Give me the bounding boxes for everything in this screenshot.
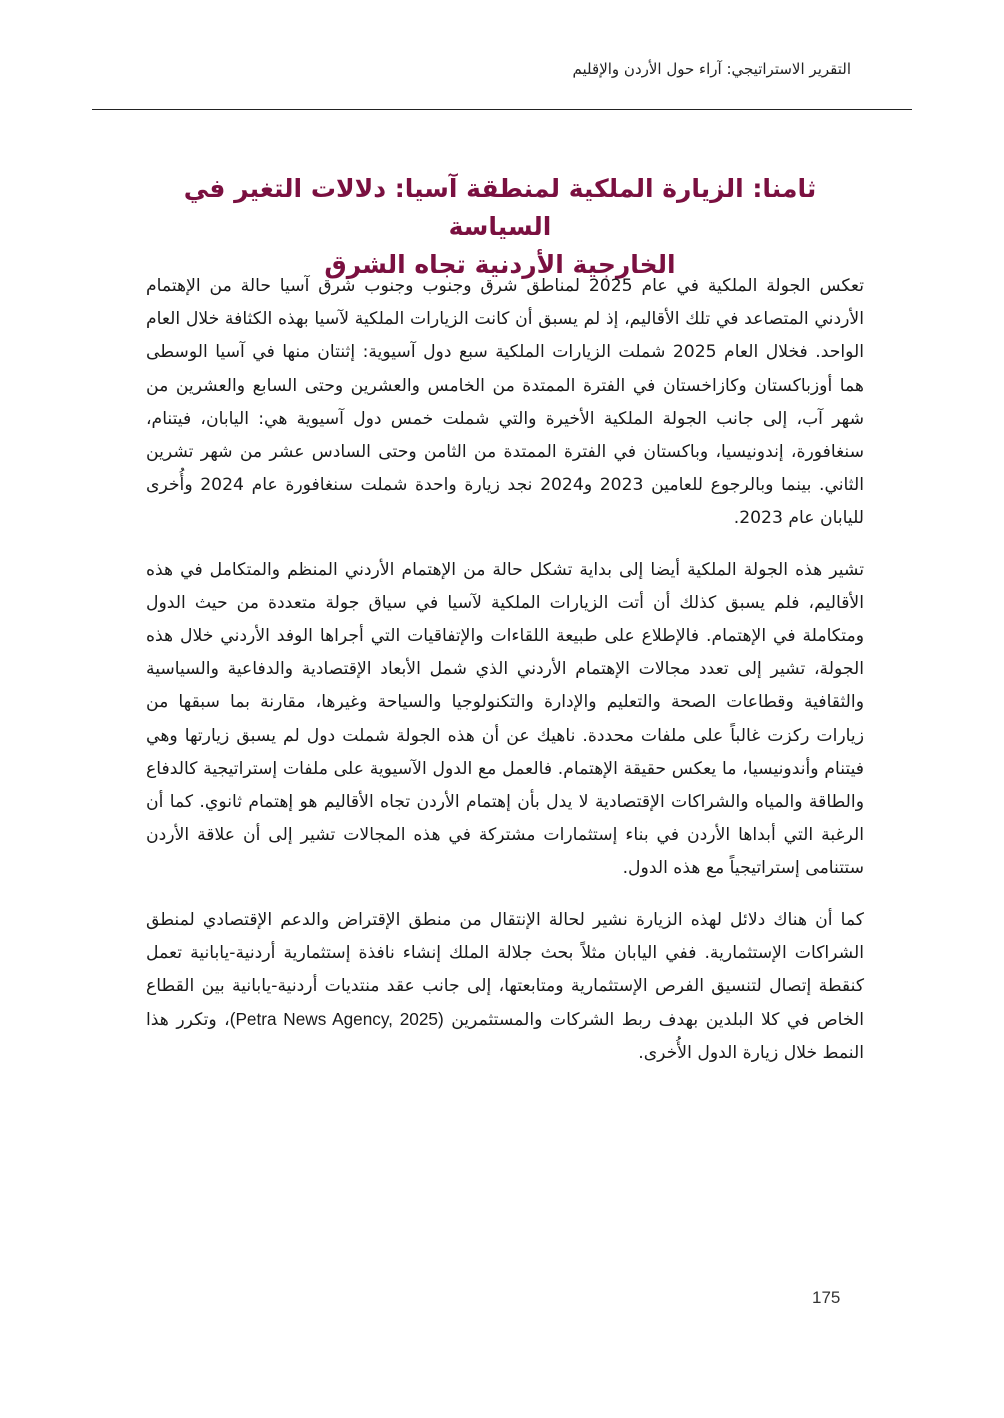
paragraph-1: تعكس الجولة الملكية في عام 2025 لمناطق شرق وجنوب وجنوب شرق آسيا حالة من الإهتمام الأردني المتصاعد في تلك الأقاليم، إذ لم يسبق أن كانت الزيارات الملكية لآسيا بهذه الكثافة خلال العام الواحد. فخلال العام 2025 شملت الزيارات الملكية سبع دول آسيوية: إثنتان منها في آسيا الوسطى هما أوزباكستان وكازاخستان في الفترة الممتدة من الخامس والعشرين وحتى السابع والعشرين من شهر آب، إلى جانب الجولة الملكية الأخيرة والتي شملت خمس دول آسيوية هي: اليابان، فيتنام، سنغافورة، إندونيسيا، وباكستان في الفترة الممتدة من الثامن وحتى السادس عشر من شهر تشرين الثاني. بينما وبالرجوع للعامين 2023 و2024 نجد زيارة واحدة شملت سنغافورة عام 2024 وأُخرى لليابان عام 2023. — [146, 276, 865, 529]
citation: (Petra News Agency, 2025) — [229, 1009, 444, 1030]
page-number: 175 — [812, 1288, 841, 1307]
section-title — [140, 170, 860, 284]
section-title-line-2: الخارجية الأردنية تجاه الشرق — [324, 250, 676, 279]
running-header: التقرير الاستراتيجي: آراء حول الأردن والإقليم — [572, 60, 851, 78]
paragraph-3 — [146, 904, 864, 1071]
body-text — [146, 270, 864, 1089]
header-divider — [92, 109, 912, 110]
paragraph-3-text: كما أن هناك دلائل لهذه الزيارة نشير لحالة الإنتقال من منطق الإقتراض والدعم الإقتصادي لمنطق الشراكات الإستثمارية. ففي اليابان مثلاً بحث جلالة الملك إنشاء نافذة إستثمارية أردنية-يابانية تعمل كنقطة إتصال لتنسيق الفرص الإستثمارية ومتابعتها، إلى جانب عقد منتديات أردنية-يابانية بين القطاع الخاص في كلا البلدين بهدف ربط الشركات والمستثمرين — [146, 909, 864, 1031]
paragraph-3-tail: ، وتكرر هذا النمط خلال زيارة الدول الأُخرى. — [146, 1010, 864, 1064]
section-title-line-1: ثامنا: الزيارة الملكية لمنطقة آسيا: دلالات التغير في السياسة — [183, 174, 817, 241]
paragraph-2: تشير هذه الجولة الملكية أيضا إلى بداية تشكل حالة من الإهتمام الأردني المنظم والمتكامل في هذه الأقاليم، فلم يسبق كذلك أن أتت الزيارات الملكية لآسيا في سياق جولة متعددة من حيث الدول ومتكاملة في الإهتمام. فالإطلاع على طبيعة اللقاءات والإتفاقيات التي أجراها الوفد الأردني خلال هذه الجولة، تشير إلى تعدد مجالات الإهتمام الأردني الذي شمل الأبعاد الإقتصادية والدفاعية والسياسية والثقافية وقطاعات الصحة والتعليم والإدارة والتكنولوجيا والسياحة وغيرها، مقارنة بما سبقها من زيارات ركزت غالباً على ملفات محددة. ناهيك عن أن هذه الجولة شملت دول لم يسبق زيارتها وهي فيتنام وأندونيسيا، ما يعكس حقيقة الإهتمام. فالعمل مع الدول الآسيوية على ملفات إستراتيجية كالدفاع والطاقة والمياه والشراكات الإقتصادية لا يدل بأن إهتمام الأردن تجاه الأقاليم هو إهتمام ثانوي. كما أن الرغبة التي أبداها الأردن في بناء إستثمارات مشتركة في هذه المجالات تشير إلى أن علاقة الأردن ستتنامى إستراتيجياً مع هذه الدول. — [146, 559, 864, 879]
